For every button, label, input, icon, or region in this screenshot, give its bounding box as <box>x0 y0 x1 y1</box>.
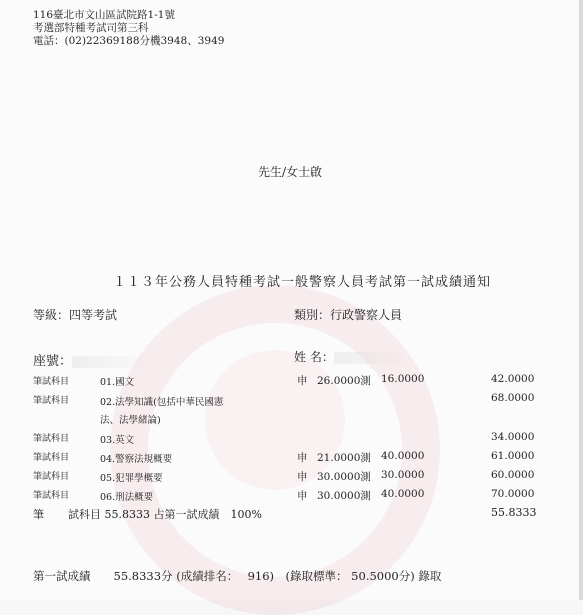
row-score-2: 40.0000 <box>381 450 425 462</box>
row-total: 61.0000 <box>491 450 535 462</box>
seat-number-redacted <box>72 356 142 368</box>
summary-text: 試科目 55.8333 占第一試成績 100% <box>68 508 262 521</box>
row-subject: 01.國文 <box>100 377 135 388</box>
row-score-2: 16.0000 <box>381 373 425 385</box>
page-edge-shadow <box>579 0 583 600</box>
row-subject: 04.警察法規概要 <box>100 454 173 465</box>
name-field <box>294 348 404 365</box>
row-score-1: 30.0000測 <box>317 471 371 483</box>
sender-phone: 電話：(02)22369188分機3948、3949 <box>33 35 225 47</box>
row-total: 68.0000 <box>491 392 535 404</box>
notice-title: １１３年公務人員特種考試一般警察人員考試第一試成績通知 <box>113 275 492 290</box>
row-total: 42.0000 <box>491 373 535 385</box>
row-score-1: 21.0000測 <box>317 452 371 464</box>
row-mark: 申 <box>297 452 308 464</box>
row-label: 筆試科目 <box>33 434 70 444</box>
summary-bi: 筆 <box>33 508 44 521</box>
seat-label: 座號： <box>33 354 73 369</box>
sender-block <box>33 9 224 48</box>
row-subject: 02.法學知識(包括中華民國憲 <box>100 397 224 408</box>
name-label: 姓 名： <box>294 350 334 364</box>
exam-category: 類別：行政警察人員 <box>294 308 403 322</box>
sender-department: 考選部特種考試司第三科 <box>33 22 149 34</box>
row-score-1: 26.0000測 <box>317 375 371 387</box>
row-total: 34.0000 <box>491 431 535 443</box>
exam-level: 等級：四等考試 <box>33 308 118 322</box>
row-mark: 申 <box>297 490 308 502</box>
row-label: 筆試科目 <box>33 377 70 387</box>
row-subject: 法、法學緒論) <box>100 415 161 426</box>
row-score-1: 30.0000測 <box>317 490 371 502</box>
row-score-2: 40.0000 <box>381 488 425 500</box>
recipient-line: 先生/女士啟 <box>258 165 323 179</box>
row-label: 筆試科目 <box>33 453 70 463</box>
row-subject: 05.犯罪學概要 <box>100 473 163 484</box>
summary-total: 55.8333 <box>491 506 537 519</box>
name-redacted <box>334 352 404 364</box>
sender-address: 116臺北市文山區試院路1-1號 <box>33 9 175 21</box>
row-mark: 申 <box>297 471 308 483</box>
seat-number-field <box>33 350 142 369</box>
row-score-2: 30.0000 <box>381 469 425 481</box>
row-label: 筆試科目 <box>33 472 70 482</box>
row-mark: 申 <box>297 375 308 387</box>
row-subject: 06.刑法概要 <box>100 492 154 503</box>
row-label: 筆試科目 <box>33 396 70 406</box>
row-total: 70.0000 <box>491 488 535 500</box>
row-label: 筆試科目 <box>33 491 70 501</box>
first-round-result: 第一試成績 55.8333分 (成績排名： 916) (錄取標準： 50.5000分) 錄取 <box>33 569 442 583</box>
row-subject: 03.英文 <box>100 435 135 446</box>
row-total: 60.0000 <box>491 469 535 481</box>
